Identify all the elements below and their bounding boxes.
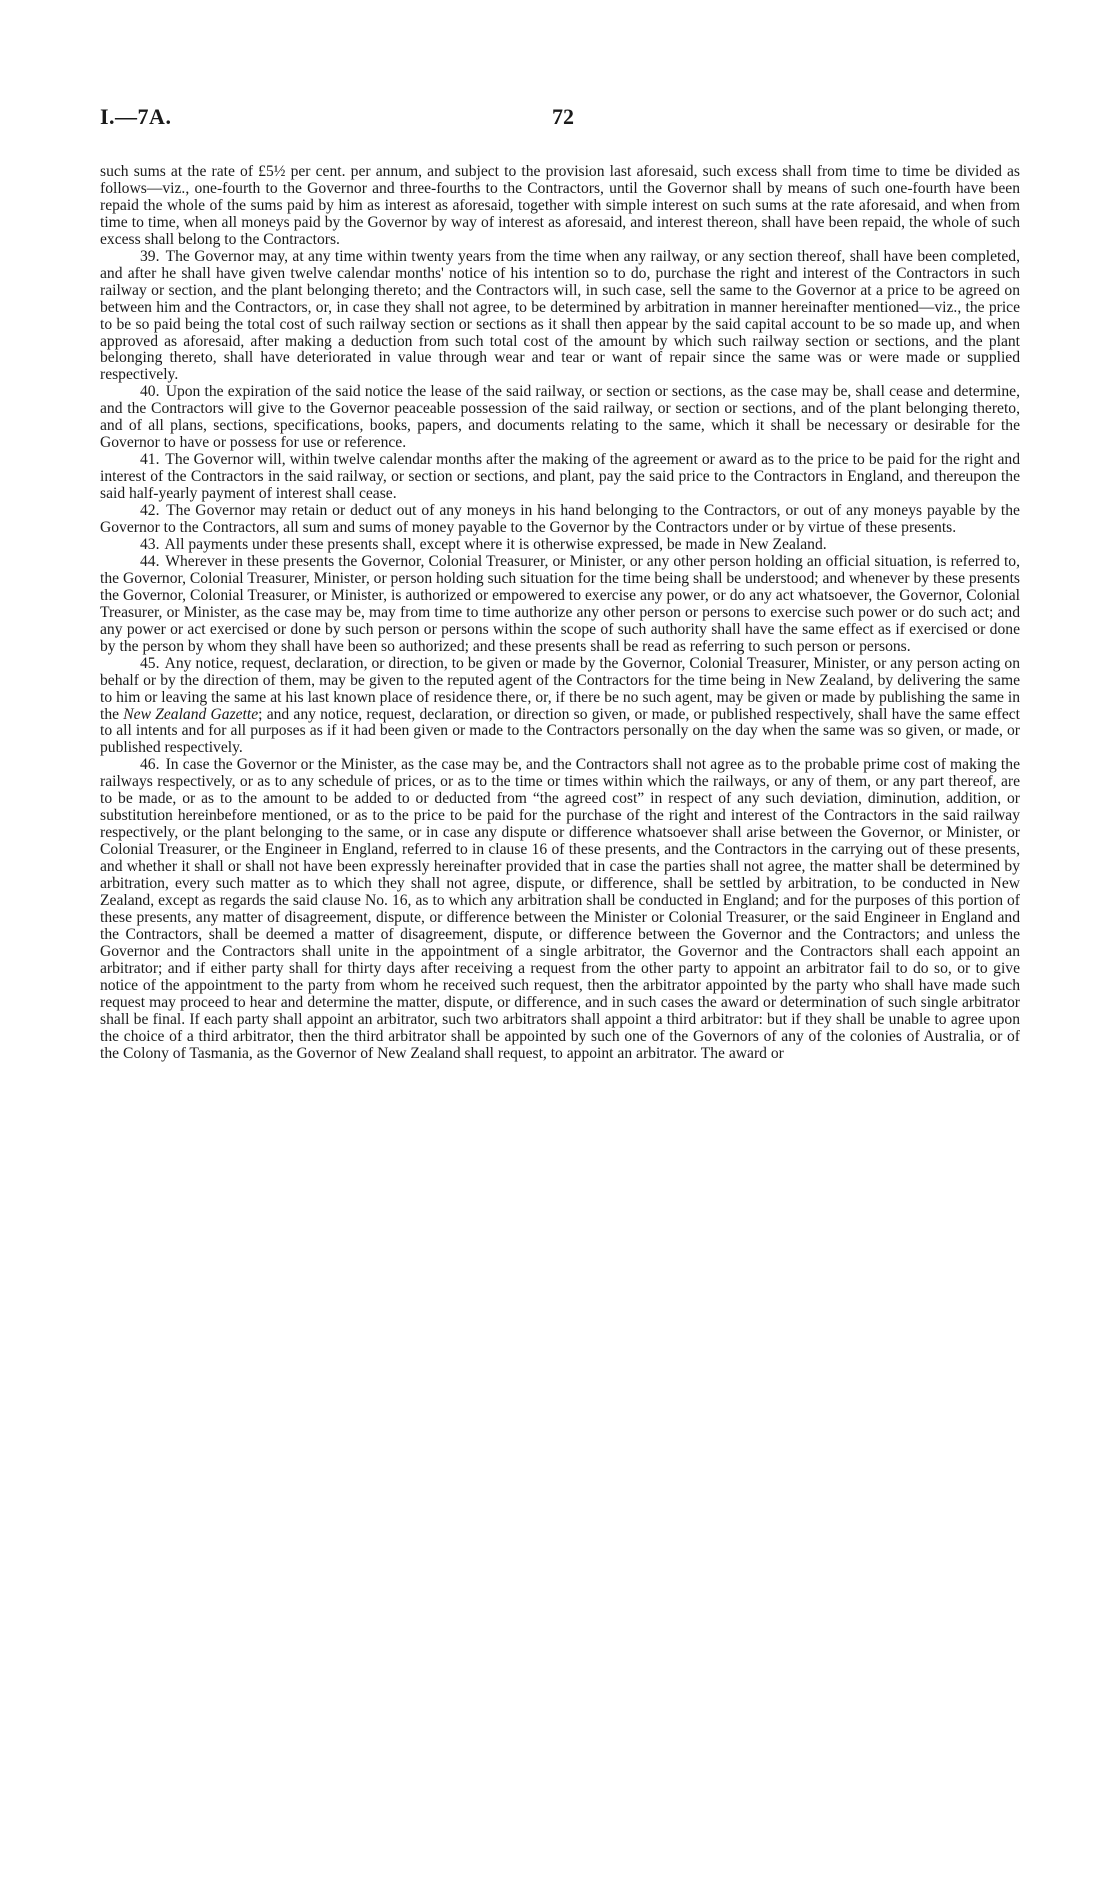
clause-number: 40.	[140, 383, 160, 401]
clause-number: 44.	[140, 552, 160, 570]
clause-46	[100, 757, 1020, 1062]
page-number: 72	[552, 104, 574, 129]
clause-number: 43.	[140, 535, 160, 553]
clause-44	[100, 554, 1020, 656]
clause-number: 42.	[140, 502, 160, 520]
clause-text: The Governor will, within twelve calendar months after the making of the agreement or award as to the price to be paid for the right and interest of the Contractors in the said railway, or section or sections, and plant, pay the said price to the Contractors in England, and thereupon the said half-yearly payment of interest shall cease.	[100, 451, 1020, 503]
clause-text: Wherever in these presents the Governor, Colonial Treasurer, or Minister, or any other person holding an official situation, is referred to, the Governor, Colonial Treasurer, Minister, or person holding such situation for the time being shall be understood; and whenever by these presents the Governor, Colonial Treasurer, or Minister, is authorized or empowered to exercise any power, or do any act whatsoever, the Governor, Colonial Treasurer, or Minister, as the case may be, may from time to time authorize any other person or persons to exercise such power or do such act; and any power or act exercised or done by such person or persons within the scope of such authority shall have the same effect as if exercised or done by the person by whom they shall have been so authorized; and these presents shall be read as referring to such person or persons.	[100, 552, 1020, 655]
clause-text: Upon the expiration of the said notice the lease of the said railway, or section or sections, as the case may be, shall cease and determine, and the Contractors will give to the Governor peaceable possession of the said railway, or section or sections, and of the plant belonging thereto, and of all plans, sections, specifications, books, papers, and documents relating to the same, which it shall be necessary or desirable for the Governor to have or possess for use or reference.	[100, 383, 1020, 452]
clause-42	[100, 503, 1020, 537]
gazette-title: New Zealand Gazette	[123, 705, 259, 723]
page-header	[100, 104, 1020, 134]
clause-45	[100, 656, 1020, 758]
clause-text: The Governor may retain or deduct out of any moneys in his hand belonging to the Contractors, or out of any moneys payable by the Governor to the Contractors, all sum and sums of money payable to the Governor by the Contractors under or by virtue of these presents.	[100, 502, 1020, 537]
clause-41	[100, 452, 1020, 503]
paragraph-text: such sums at the rate of £5½ per cent. per annum, and subject to the provision last aforesaid, such excess shall from time to time be divided as follows—viz., one-fourth to the Governor and three-fourths to the Contractors, until the Governor shall by means of such one-fourth have been repaid the whole of the sums paid by him as interest as aforesaid, together with simple interest on such sums at the rate aforesaid, and when from time to time, when all moneys paid by the Governor by way of interest as aforesaid, and interest thereon, shall have been repaid, the whole of such excess shall belong to the Contractors.	[100, 163, 1020, 248]
clause-text: All payments under these presents shall, except where it is otherwise expressed, be made in New Zealand.	[164, 535, 827, 553]
clause-text: In case the Governor or the Minister, as the case may be, and the Contractors shall not agree as to the probable prime cost of making the railways respectively, or as to any schedule of prices, or as to the time or times within which the railways, or any of them, or any part thereof, are to be made, or as to the amount to be added to or deducted from “the agreed cost” in respect of any such deviation, diminution, addition, or substitution hereinbefore mentioned, or as to the price to be paid for the purchase of the right and interest of the Contractors in the said railway respectively, or the plant belonging to the same, or in case any dispute or difference whatsoever shall arise between the Governor, or Minister, or Colonial Treasurer, or the Engineer in England, referred to in clause 16 of these presents, and the Contractors in the carrying out of these presents, and whether it shall or shall not have been expressly hereinafter provided that in case the parties shall not agree, the matter shall be determined by arbitration, every such matter as to which they shall not agree, dispute, or difference, shall be settled by arbitration, to be conducted in New Zealand, except as regards the said clause No. 16, as to which any arbitration shall be conducted in England; and for the purposes of this portion of these presents, any matter of disagreement, dispute, or difference between the Minister or Colonial Treasurer, or the said Engineer in England and the Contractors, shall be deemed a matter of disagreement, dispute, or difference between the Governor and the Contractors; and unless the Governor and the Contractors shall unite in the appointment of a single arbitrator, the Governor and the Contractors shall each appoint an arbitrator; and if either party shall for thirty days after receiving a request from the other party to appoint an arbitrator fail to do so, or to give notice of the appointment to the party from whom he received such request, then the arbitrator appointed by the party who shall have made such request may proceed to hear and determine the matter, dispute, or difference, and in such cases the award or determination of such single arbitrator shall be final. If each party shall appoint an arbitrator, such two arbitrators shall appoint a third arbitrator: but if they shall be unable to agree upon the choice of a third arbitrator, then the third arbitrator shall be appointed by such one of the Governors of any of the colonies of Australia, or of the Colony of Tasmania, as the Governor of New Zealand shall request, to appoint an arbitrator. The award or	[100, 756, 1020, 1062]
clause-39	[100, 249, 1020, 385]
document-reference: I.—7A.	[100, 104, 172, 129]
body-text	[100, 164, 1020, 1063]
clause-number: 45.	[140, 654, 160, 672]
clause-number: 39.	[140, 247, 160, 265]
clause-40	[100, 384, 1020, 452]
clause-43	[100, 537, 1020, 554]
clause-text-before: Any notice, request, declaration, or direction, to be given or made by the Governor, Colonial Treasurer, Minister, or any person acting on behalf or by the direction of them, may be given to the reputed agent of the Contractors for the time being in New Zealand, by delivering the same to him or leaving the same at his last known place of residence there, or, if there be no such agent, may be given or made by publishing the same in the	[100, 654, 1021, 723]
clause-number: 41.	[140, 451, 160, 469]
paragraph-continuation	[100, 164, 1020, 249]
clause-text-after: ; and any notice, request, declaration, or direction so given, or made, or published respectively, shall have the same effect to all intents and for all purposes as if it had been given or made to the Contractors personally on the day when the same was so given, or made, or published respectively.	[100, 705, 1021, 757]
clause-number: 46.	[140, 756, 160, 774]
clause-text: The Governor may, at any time within twenty years from the time when any railway, or any section thereof, shall have been completed, and after he shall have given twelve calendar months' notice of his intention so to do, purchase the right and interest of the Contractors in such railway or section, and the plant belonging thereto; and the Contractors will, in such case, sell the same to the Governor at a price to be agreed on between him and the Contractors, or, in case they shall not agree, to be determined by arbitration in manner hereinafter mentioned—viz., the price to be so paid being the total cost of such railway section or sections as it shall then appear by the said capital account to be so made up, and when approved as aforesaid, after making a deduction from such total cost of the amount by which such railway section or sections, and the plant belonging thereto, shall have deteriorated in value through wear and tear or want of repair since the same was or were made or supplied respectively.	[100, 247, 1020, 384]
